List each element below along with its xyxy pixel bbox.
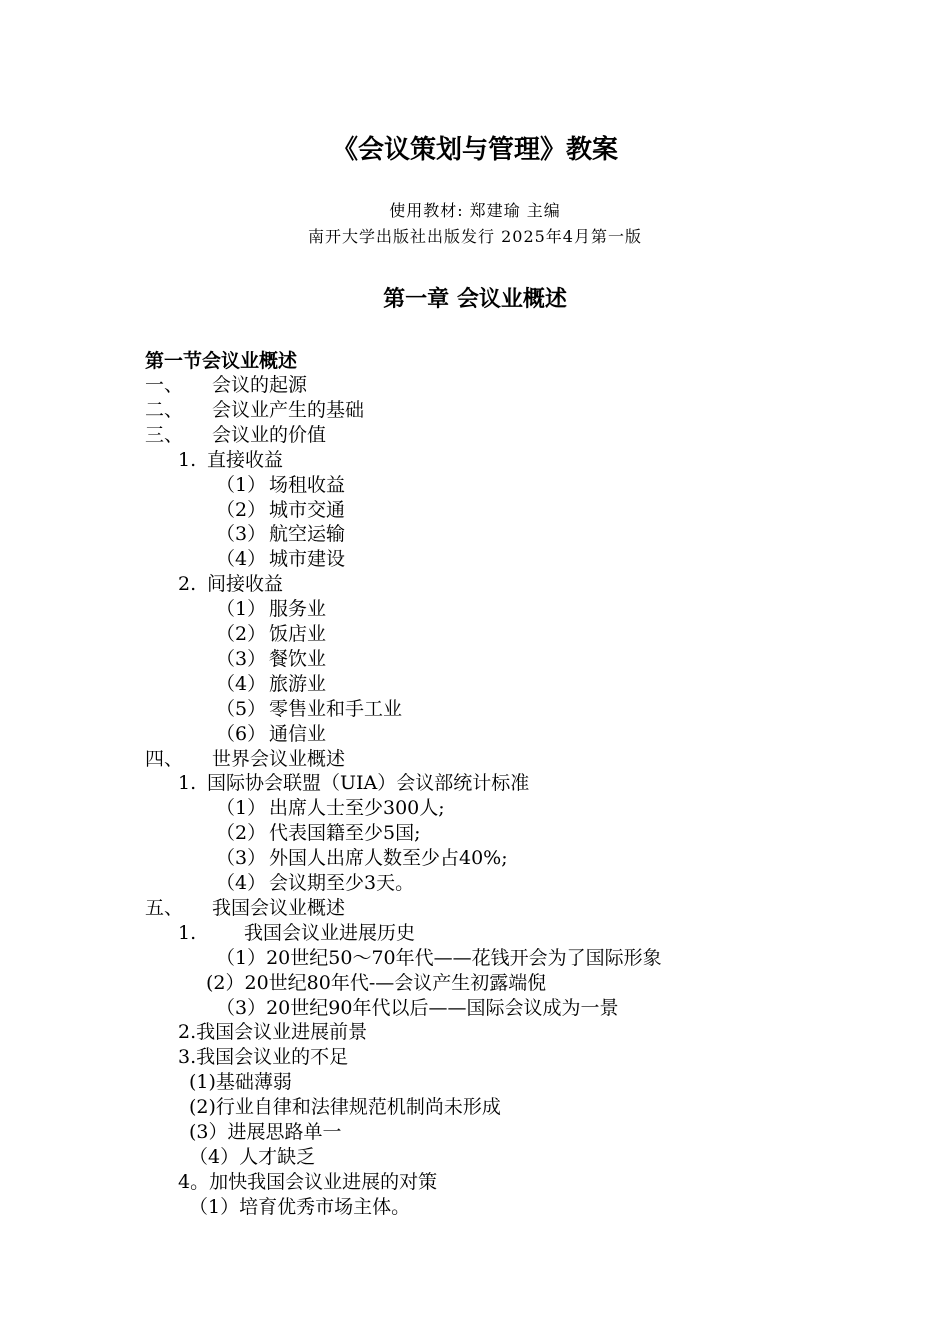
outline-item: 4。加快我国会议业进展的对策 <box>178 1170 438 1193</box>
outline-item: （6） 通信业 <box>216 722 327 745</box>
chapter-heading: 第一章 会议业概述 <box>383 287 567 312</box>
outline-item: 三、 会议业的价值 <box>145 423 327 446</box>
outline-item: （4） 城市建设 <box>216 548 346 571</box>
outline-item: （4） 旅游业 <box>216 672 327 695</box>
outline-item: 一、 会议的起源 <box>145 374 308 396</box>
outline-item: （2） 城市交通 <box>216 498 346 521</box>
document-title: 《会议策划与管理》教案 <box>331 135 618 165</box>
outline-item: 1. 直接收益 <box>178 448 284 471</box>
outline-item: (1)基础薄弱 <box>189 1071 292 1094</box>
textbook-info: 使用教材: 郑建瑜 主编 <box>389 201 561 220</box>
outline-item: （2） 代表国籍至少5国; <box>216 822 421 845</box>
outline-item: 3.我国会议业的不足 <box>178 1046 349 1069</box>
outline-item: （1） 服务业 <box>216 598 327 621</box>
outline-item: 2. 间接收益 <box>178 573 284 596</box>
outline-item: （1） 出席人士至少300人; <box>216 797 445 820</box>
outline-item: （1）20世纪50～70年代——花钱开会为了国际形象 <box>216 946 662 969</box>
outline-item: (2）20世纪80年代-—会议产生初露端倪 <box>206 971 547 994</box>
outline-item: （3） 餐饮业 <box>216 647 327 670</box>
outline-item: （4） 会议期至少3天。 <box>216 872 415 894</box>
publisher-info: 南开大学出版社出版发行 2025年4月第一版 <box>308 227 642 246</box>
outline-item: 2.我国会议业进展前景 <box>178 1021 368 1044</box>
outline-item: (3）进展思路单一 <box>189 1121 342 1143</box>
outline-item: 1. 国际协会联盟（UIA）会议部统计标准 <box>178 772 530 795</box>
outline-item: （4）人才缺乏 <box>189 1145 316 1168</box>
outline-item: 四、 世界会议业概述 <box>145 747 346 770</box>
outline-item: （3） 航空运输 <box>216 523 346 546</box>
outline-item: （1）培育优秀市场主体。 <box>189 1195 411 1218</box>
outline-item: （1） 场租收益 <box>216 473 346 496</box>
outline-item: 二、 会议业产生的基础 <box>145 398 365 421</box>
outline-item: （3）20世纪90年代以后——国际会议成为一景 <box>216 996 619 1019</box>
outline-item: （5） 零售业和手工业 <box>216 697 403 720</box>
outline-item: 1. 我国会议业进展历史 <box>178 921 416 944</box>
section-heading: 第一节会议业概述 <box>145 350 298 372</box>
outline-item: (2)行业自律和法律规范机制尚未形成 <box>189 1096 501 1119</box>
outline-item: （2） 饭店业 <box>216 623 327 645</box>
outline-item: （3） 外国人出席人数至少占40%; <box>216 847 508 870</box>
outline-item: 五、 我国会议业概述 <box>145 896 346 919</box>
